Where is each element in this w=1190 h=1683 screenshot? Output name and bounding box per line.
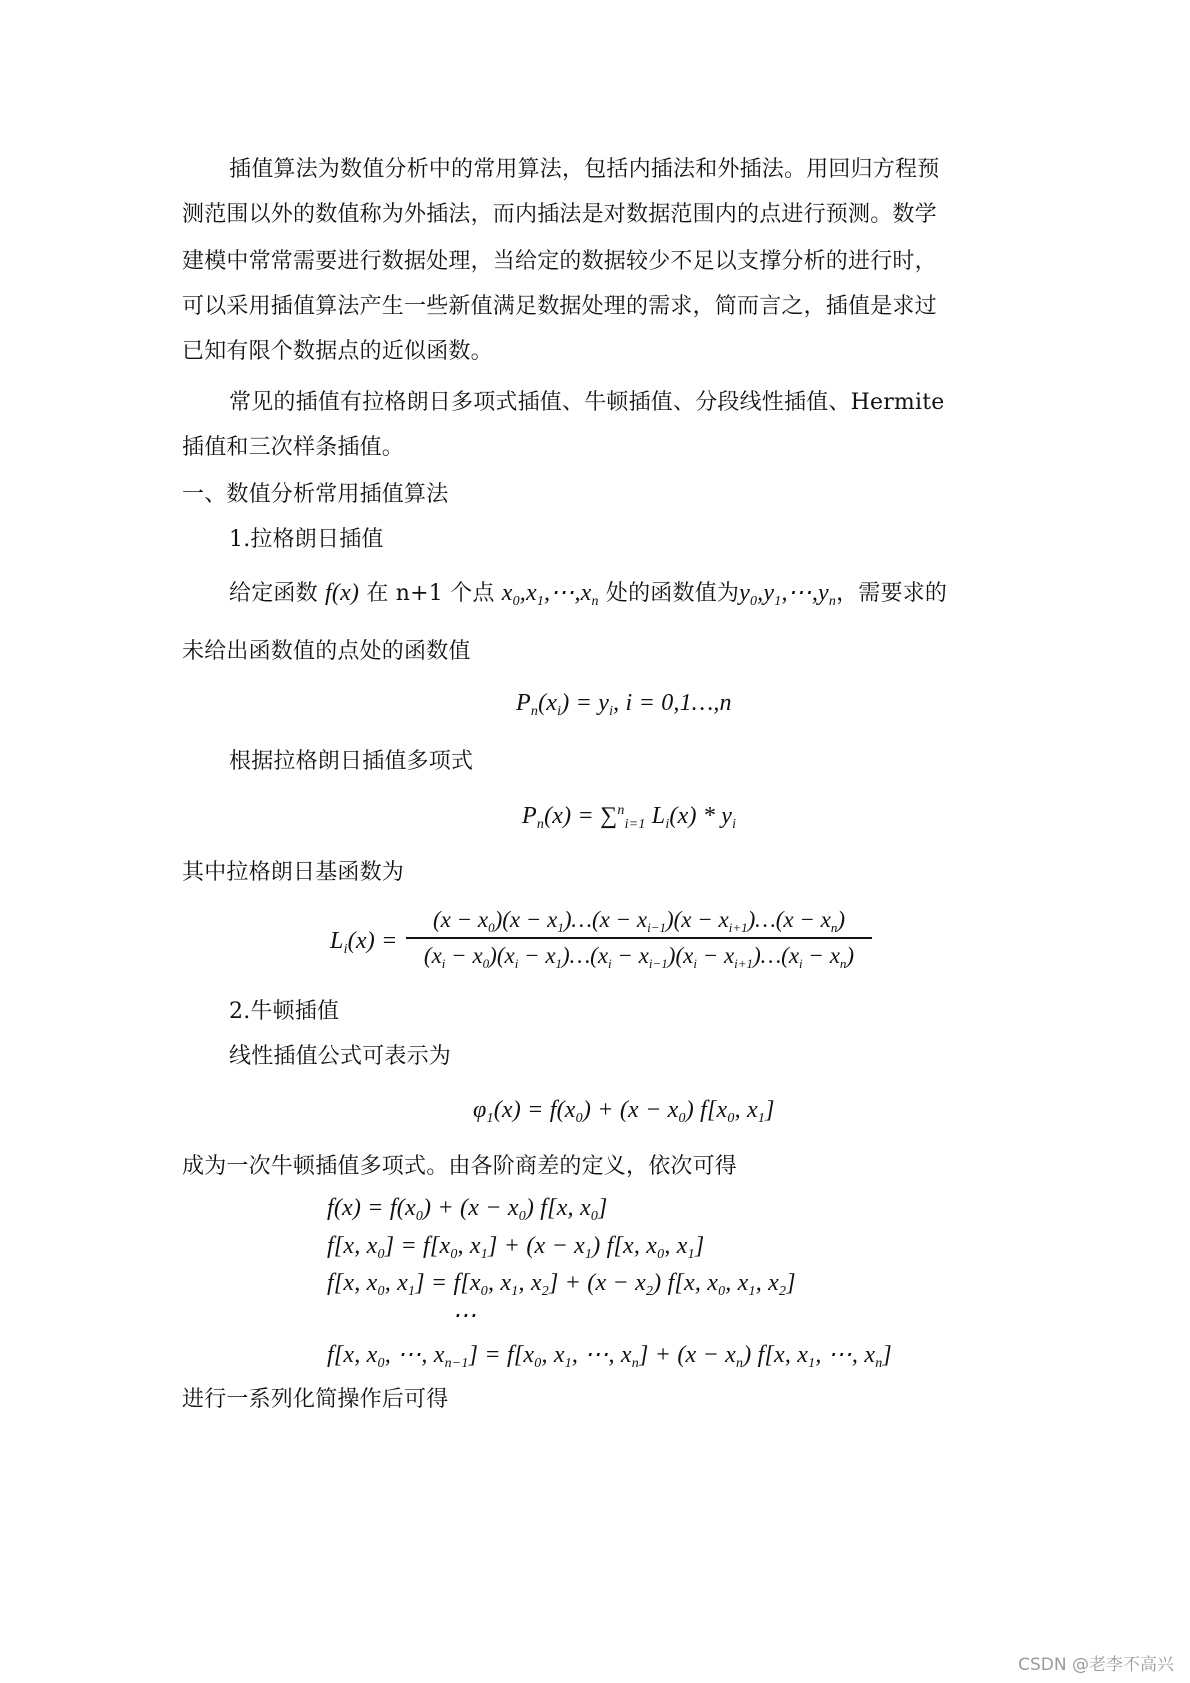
text: ，需要求的 (836, 581, 948, 606)
paragraph-line: 可以采用插值算法产生一些新值满足数据处理的需求，简而言之，插值是求过 (182, 294, 937, 319)
paragraph-line: 常见的插值有拉格朗日多项式插值、牛顿插值、分段线性插值、Hermite (229, 390, 945, 415)
text: 在 n+1 个点 (366, 581, 495, 606)
fraction-bar (406, 937, 872, 939)
subsection-heading: 1.拉格朗日插值 (229, 527, 384, 552)
paragraph-line: 根据拉格朗日插值多项式 (229, 749, 474, 774)
paragraph-line (229, 580, 947, 607)
math-inline: $y_0,y_1,\cdots,y_n$ (739, 580, 837, 609)
math-inline: f(x) (325, 580, 360, 606)
paragraph-line: 测范围以外的数值称为外插法，而内插法是对数据范围内的点进行预测。数学 (182, 202, 937, 227)
paragraph-line: 已知有限个数据点的近似函数。 (182, 339, 493, 364)
equation-divided-difference: $f(x) = f(x_0) + (x - x_0)$ f[x, $x_0$] (327, 1195, 608, 1224)
equation-divided-difference: f[x, $x_0] = f[x_0$, $x_1] + (x - x_1)$ f[x, $x_0$, $x_1$] (327, 1233, 705, 1262)
fraction-denominator: $(x_i - x_0)(x_i$ − $x_1)\dots(x_i - x_{i-1})(x_i$ − $x_{i+1})\dots(x_i - x_n)$ (423, 942, 855, 971)
equation-divided-difference: f[x, $x_0$, $x_1] = f[x_0$, $x_1$, $x_2] + (x - x_2)$ f[x, $x_0$, $x_1$, $x_2$] (327, 1270, 796, 1299)
paragraph-line: 进行一系列化简操作后可得 (182, 1387, 449, 1412)
equation-basis-fraction (406, 905, 872, 971)
paragraph-line: 插值和三次样条插值。 (182, 435, 405, 460)
math-inline: $x_0,x_1,\cdots,x_n$ (501, 580, 599, 609)
equation-divided-difference: f[x, $x_0$, ⋯, $x_{n-1}] = f[x_0$, $x_1$, ⋯, $x_n] + (x - x_n)$ f[x, $x_1$, ⋯, $x_n$] (327, 1342, 892, 1371)
paragraph-line: 线性插值公式可表示为 (229, 1044, 452, 1069)
subsection-heading: 2.牛顿插值 (229, 999, 340, 1024)
paragraph-line: 建模中常常需要进行数据处理，当给定的数据较少不足以支撑分析的进行时， (182, 249, 937, 274)
fraction-numerator: $(x - x_0)(x$ − $x_1)\dots(x - x_{i-1})(x$ − $x_{i+1})\dots(x - x_n)$ (432, 907, 846, 935)
text: 处的函数值为 (605, 581, 740, 606)
equation-linear: $\varphi_1(x) = f(x_0) + (x - x_0)$ $f[x_0$, $x_1$] (473, 1097, 775, 1126)
watermark: CSDN @老李不高兴 (1018, 1655, 1174, 1675)
section-heading: 一、数值分析常用插值算法 (182, 482, 449, 507)
equation-ellipsis: ⋯ (452, 1303, 477, 1329)
equation-interp-condition: $P_n(x_i) = y_i$, i = 0,1…,n (516, 690, 732, 719)
paragraph-line: 成为一次牛顿插值多项式。由各阶商差的定义，依次可得 (182, 1154, 738, 1179)
paragraph-line: 未给出函数值的点处的函数值 (182, 639, 471, 664)
text: 给定函数 (229, 581, 318, 606)
paragraph-line: 插值算法为数值分析中的常用算法，包括内插法和外插法。用回归方程预 (229, 157, 940, 182)
paragraph-line: 其中拉格朗日基函数为 (182, 860, 405, 885)
equation-basis-lhs: $L_i(x)$ = (330, 928, 398, 957)
equation-lagrange-sum: $P_n(x) = \sum^n_{i=1}$ $L_i(x) * y_i$ (522, 803, 737, 832)
